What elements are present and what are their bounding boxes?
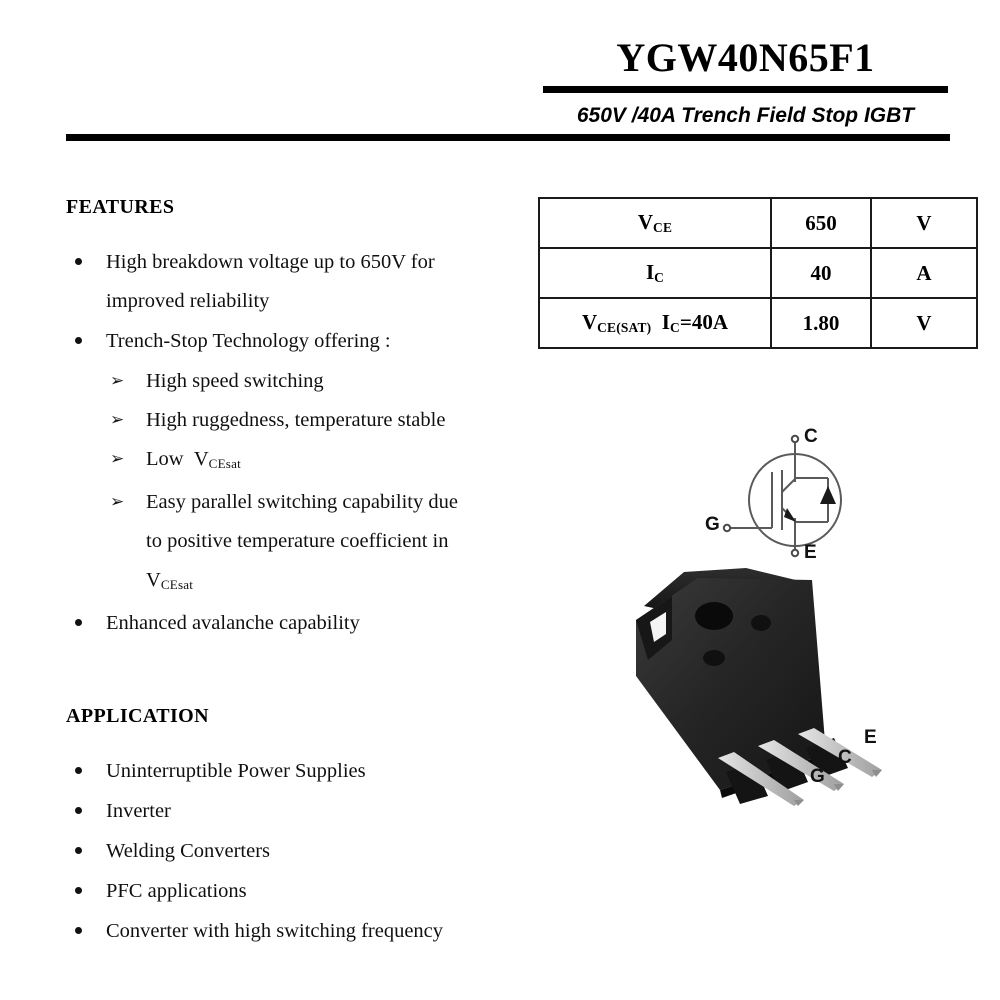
bullet-dot-icon [70,912,86,951]
table-cell-value: 1.80 [771,298,871,348]
diode-arrow-icon [820,486,836,504]
list-item-label: Welding Converters [106,840,271,862]
list-item [66,243,496,321]
package-dimple-2 [703,650,725,666]
list-item-label: Uninterruptible Power Supplies [106,760,366,782]
page-title: YGW40N65F1 [616,35,875,80]
list-item-label: PFC applications [106,880,247,902]
list-item [66,792,506,831]
table-cell-parameter: $V_{CE(SAT)}$ $I_C=40A$ [539,298,771,348]
table-cell-parameter: $V_{CE}$ [539,198,771,248]
header-rule-top [543,86,948,93]
list-item [66,752,506,791]
package-emitter-label: E [864,727,877,748]
table-cell-unit: V [871,298,977,348]
page-subtitle: 650V /40A Trench Field Stop IGBT [576,104,915,127]
table-cell-value: 650 [771,198,871,248]
bullet-dot-icon [70,832,86,871]
bullet-dot-icon [70,792,86,831]
package-photo-to247 [598,558,908,808]
list-item-label: Trench-Stop Technology offering : [106,330,391,352]
table-cell-unit: V [871,198,977,248]
sub-list-item [66,440,496,483]
vcesat-symbol: $V_{CEsat}$ [193,448,241,471]
package-dimple-1 [751,615,771,631]
schematic-collector-label: C [804,426,818,447]
arrow-bullet-icon: ➢ [110,410,125,430]
package-collector-label: C [838,747,852,768]
application-list [66,752,506,951]
mounting-hole [695,602,733,630]
low-label: Low [146,448,184,470]
specification-table [538,197,978,349]
features-section [66,196,496,644]
bullet-dot-icon [70,243,86,282]
sub-item-line-2: to positive temperature coefficient in [146,529,449,552]
collector-terminal-icon [792,436,798,442]
table-cell-parameter: $I_C$ [539,248,771,298]
application-section [66,705,506,952]
list-item-label: High breakdown voltage up to 650V for improved reliability [106,251,435,312]
list-item [66,912,506,951]
list-item [66,322,496,361]
arrow-bullet-icon: ➢ [110,371,125,391]
sub-list-item [66,483,496,604]
table-row [539,198,977,248]
sub-item-line-1: Easy parallel switching capability due [146,490,458,513]
table-cell-value: 40 [771,248,871,298]
page-header [0,0,1000,150]
package-svg [598,558,908,808]
package-gate-label: G [810,766,825,787]
igbt-schematic-symbol [700,420,890,580]
emitter-arrow-icon [784,508,796,522]
igbt-symbol-svg [700,420,890,580]
list-item-label: Converter with high switching frequency [106,920,444,942]
bullet-dot-icon [70,752,86,791]
sub-list-item [66,362,496,401]
sub-list-item-label: High speed switching [146,370,324,392]
vcesat-symbol: $V_{CEsat}$ [146,568,194,592]
list-item [66,604,496,643]
arrow-bullet-icon: ➢ [110,449,125,469]
list-item-label: Enhanced avalanche capability [106,611,360,634]
sub-list-item-label [146,440,496,483]
list-item [66,872,506,911]
bullet-dot-icon [70,604,86,643]
schematic-emitter-label: E [804,542,817,563]
features-list [66,243,496,643]
features-heading: FEATURES [66,196,175,218]
table-row [539,298,977,348]
sub-list-item-label: High ruggedness, temperature stable [146,409,446,431]
table-row [539,248,977,298]
schematic-gate-label: G [705,514,720,535]
sub-list-item [66,401,496,440]
gate-terminal-icon [724,525,730,531]
application-heading: APPLICATION [66,705,209,727]
list-item-label: Inverter [106,800,171,822]
header-rule-bottom [66,134,950,141]
bullet-dot-icon [70,322,86,361]
bullet-dot-icon [70,872,86,911]
table-cell-unit: A [871,248,977,298]
list-item [66,832,506,871]
arrow-bullet-icon: ➢ [110,491,125,512]
emitter-terminal-icon [792,550,798,556]
sub-list-item-label [146,483,496,604]
